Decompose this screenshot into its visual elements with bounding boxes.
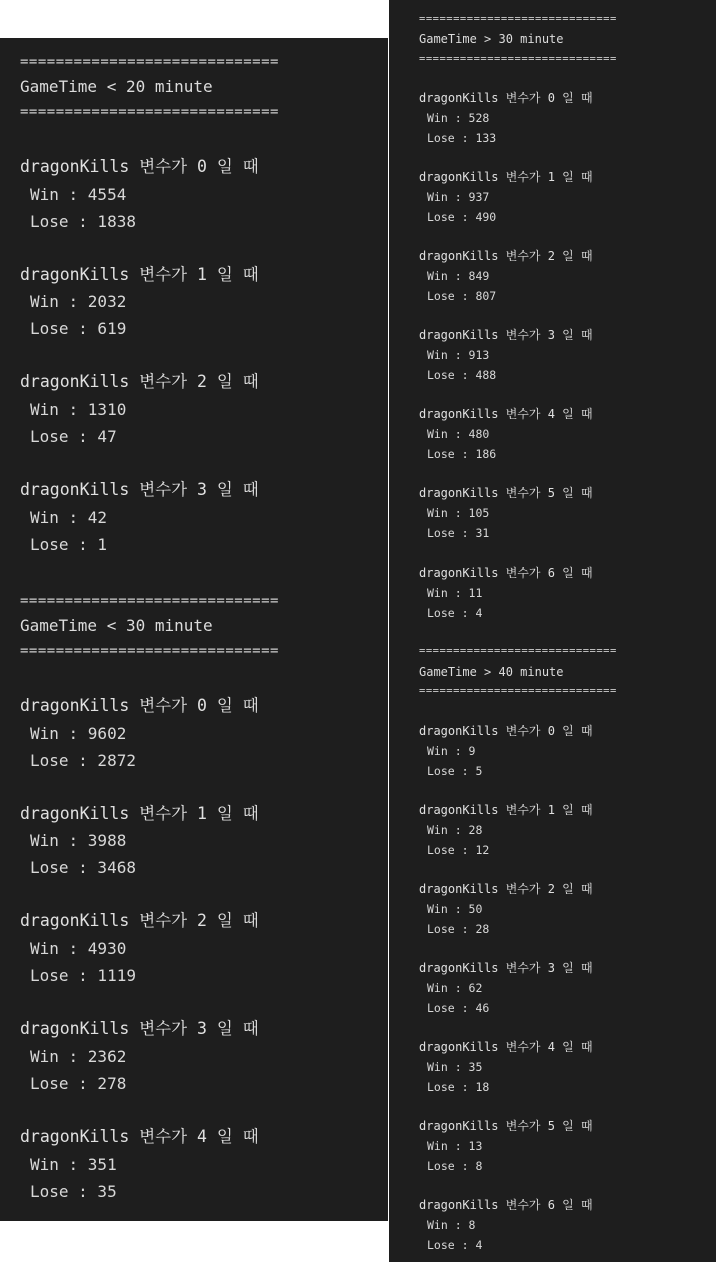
entry-title: dragonKills 변수가 2 일 때 xyxy=(419,882,593,896)
entry-title: dragonKills 변수가 4 일 때 xyxy=(419,407,593,421)
separator-top: ============================= xyxy=(20,593,279,609)
win-count: Win : 35 xyxy=(427,1060,483,1074)
lose-count: Lose : 619 xyxy=(30,319,127,338)
separator-bottom: ============================= xyxy=(419,685,617,697)
entry-title: dragonKills 변수가 4 일 때 xyxy=(20,1127,259,1146)
entry-title: dragonKills 변수가 5 일 때 xyxy=(419,486,593,500)
lose-count: Lose : 3468 xyxy=(30,858,136,877)
lose-count: Lose : 12 xyxy=(427,843,490,857)
separator-top: ============================= xyxy=(419,13,617,25)
entry-title: dragonKills 변수가 6 일 때 xyxy=(419,566,593,580)
entry-title: dragonKills 변수가 3 일 때 xyxy=(20,480,259,499)
lose-count: Lose : 490 xyxy=(427,210,497,224)
entry-title: dragonKills 변수가 6 일 때 xyxy=(419,1198,593,1212)
lose-count: Lose : 186 xyxy=(427,447,497,461)
lose-count: Lose : 807 xyxy=(427,289,497,303)
lose-count: Lose : 1119 xyxy=(30,966,136,985)
separator-top: ============================= xyxy=(419,645,617,657)
entry-title: dragonKills 변수가 3 일 때 xyxy=(20,1019,259,1038)
entry-title: dragonKills 변수가 1 일 때 xyxy=(20,804,259,823)
win-count: Win : 480 xyxy=(427,427,490,441)
win-count: Win : 13 xyxy=(427,1139,483,1153)
entry-title: dragonKills 변수가 3 일 때 xyxy=(419,961,593,975)
win-count: Win : 4554 xyxy=(30,185,127,204)
win-count: Win : 28 xyxy=(427,823,483,837)
lose-count: Lose : 8 xyxy=(427,1159,483,1173)
entry-title: dragonKills 변수가 4 일 때 xyxy=(419,1040,593,1054)
win-count: Win : 11 xyxy=(427,586,483,600)
lose-count: Lose : 35 xyxy=(30,1182,117,1201)
section-header: GameTime > 40 minute xyxy=(419,665,564,679)
entry-title: dragonKills 변수가 1 일 때 xyxy=(419,170,593,184)
right-console-output xyxy=(389,0,716,1262)
lose-count: Lose : 1838 xyxy=(30,212,136,231)
lose-count: Lose : 2872 xyxy=(30,751,136,770)
lose-count: Lose : 31 xyxy=(427,526,490,540)
win-count: Win : 528 xyxy=(427,111,490,125)
win-count: Win : 913 xyxy=(427,348,490,362)
lose-count: Lose : 4 xyxy=(427,606,483,620)
win-count: Win : 937 xyxy=(427,190,490,204)
lose-count: Lose : 1 xyxy=(30,535,108,554)
win-count: Win : 62 xyxy=(427,981,483,995)
win-count: Win : 4930 xyxy=(30,939,127,958)
entry-title: dragonKills 변수가 0 일 때 xyxy=(419,724,593,738)
win-count: Win : 2032 xyxy=(30,292,127,311)
entry-title: dragonKills 변수가 0 일 때 xyxy=(20,157,259,176)
separator-bottom: ============================= xyxy=(20,643,279,659)
entry-title: dragonKills 변수가 1 일 때 xyxy=(20,265,259,284)
win-count: Win : 9602 xyxy=(30,724,127,743)
entry-title: dragonKills 변수가 2 일 때 xyxy=(20,372,259,391)
lose-count: Lose : 5 xyxy=(427,764,483,778)
win-count: Win : 9 xyxy=(427,744,476,758)
section-header: GameTime > 30 minute xyxy=(419,32,564,46)
lose-count: Lose : 488 xyxy=(427,368,497,382)
entry-title: dragonKills 변수가 2 일 때 xyxy=(20,911,259,930)
win-count: Win : 2362 xyxy=(30,1047,127,1066)
lose-count: Lose : 18 xyxy=(427,1080,490,1094)
lose-count: Lose : 278 xyxy=(30,1074,127,1093)
entry-title: dragonKills 변수가 2 일 때 xyxy=(419,249,593,263)
separator-bottom: ============================= xyxy=(20,104,279,120)
win-count: Win : 8 xyxy=(427,1218,476,1232)
section-header: GameTime < 30 minute xyxy=(20,616,213,635)
entry-title: dragonKills 변수가 5 일 때 xyxy=(419,1119,593,1133)
win-count: Win : 3988 xyxy=(30,831,127,850)
entry-title: dragonKills 변수가 0 일 때 xyxy=(20,696,259,715)
separator-top: ============================= xyxy=(20,54,279,70)
entry-title: dragonKills 변수가 3 일 때 xyxy=(419,328,593,342)
lose-count: Lose : 4 xyxy=(427,1238,483,1252)
lose-count: Lose : 28 xyxy=(427,922,490,936)
entry-title: dragonKills 변수가 1 일 때 xyxy=(419,803,593,817)
win-count: Win : 1310 xyxy=(30,400,127,419)
lose-count: Lose : 133 xyxy=(427,131,497,145)
separator-bottom: ============================= xyxy=(419,53,617,65)
win-count: Win : 42 xyxy=(30,508,108,527)
lose-count: Lose : 47 xyxy=(30,427,117,446)
section-header: GameTime < 20 minute xyxy=(20,77,213,96)
win-count: Win : 849 xyxy=(427,269,490,283)
lose-count: Lose : 46 xyxy=(427,1001,490,1015)
win-count: Win : 105 xyxy=(427,506,490,520)
entry-title: dragonKills 변수가 0 일 때 xyxy=(419,91,593,105)
win-count: Win : 50 xyxy=(427,902,483,916)
left-console-output xyxy=(0,38,388,1221)
win-count: Win : 351 xyxy=(30,1155,117,1174)
